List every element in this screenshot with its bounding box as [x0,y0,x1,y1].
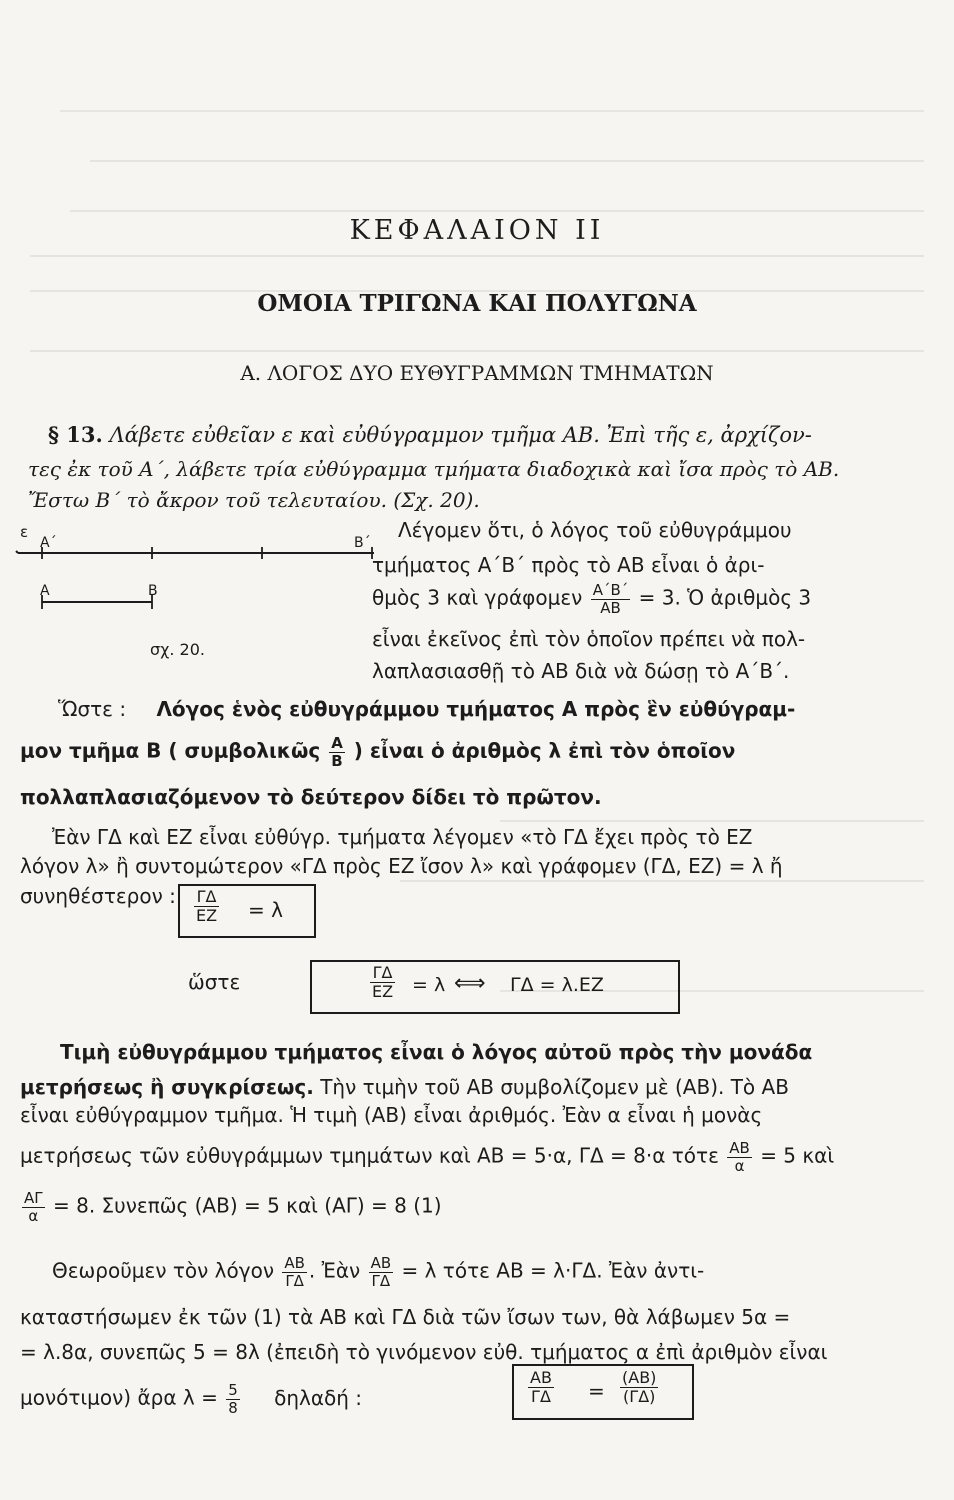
value-line5: $\frac{A\Gamma}{\alpha}$ = 8. Συνεπῶς (ΑΒ) = 5 καὶ (ΑΓ) = 8 (1) [24,1189,442,1225]
gd-line2: λόγον λ» ἢ συντομώτερον «ΓΔ πρὸς ΕΖ ἴσον λ» καὶ γράφομεν (ΓΔ, ΕΖ) = λ ἤ [20,854,783,878]
label-a: Α [40,583,50,599]
consider-line4: μονότιμον) ἄρα λ = $\frac{5}{8}$ δηλαδή : [20,1381,363,1417]
definition-line3: πολλαπλασιαζόμενον τὸ δεύτερον δίδει τὸ πρῶτον. [20,785,602,809]
right-line3: θμὸς 3 καὶ γράφομεν $\frac{A΄B΄}{AB}$ = 3. Ὁ ἀριθμὸς 3 [372,581,812,617]
right-line1: Λέγομεν ὅτι, ὁ λόγος τοῦ εὐθυγράμμου [398,518,792,542]
right-line2: τμήματος Α΄Β΄ πρὸς τὸ ΑΒ εἶναι ὁ ἀρι- [372,553,765,577]
section-title: Α. ΛΟΓΟΣ ΔΥΟ ΕΥΘΥΓΡΑΜΜΩΝ ΤΜΗΜΑΤΩΝ [240,361,714,385]
main-title: ΟΜΟΙΑ ΤΡΙΓΩΝΑ ΚΑΙ ΠΟΛΥΓΩΝΑ [257,290,697,317]
para13-line2: τες ἐκ τοῦ Α΄, λάβετε τρία εὐθύγραμμα τμήματα διαδοχικὰ καὶ ἴσα πρὸς τὸ ΑΒ. [28,457,840,481]
hoste-label: ὥστε [188,970,241,994]
definition-line1: Ὥστε : Λόγος ἑνὸς εὐθυγράμμου τμήματος Α πρὸς ἓν εὐθύγραμ- [58,697,796,721]
label-b: Β [148,583,158,599]
figure-caption: σχ. 20. [150,640,205,659]
consider-line2: καταστήσωμεν ἐκ τῶν (1) τὰ ΑΒ καὶ ΓΔ διὰ τῶν ἴσων των, θὰ λάβωμεν 5α = [20,1305,791,1329]
equivalence-arrow-icon: ⟺ [454,971,486,996]
right-line4: εἶναι ἐκεῖνος ἐπὶ τὸν ὁποῖον πρέπει νὰ πολ- [372,627,806,651]
label-e: ε [20,523,29,541]
figure-20 [14,515,394,675]
value-line1: Τιμὴ εὐθυγράμμου τμήματος εἶναι ὁ λόγος αὐτοῦ πρὸς τὴν μονάδα [60,1040,813,1064]
label-b-prime: Β΄ [354,535,371,551]
value-line4: μετρήσεως τῶν εὐθυγράμμων τμημάτων καὶ ΑΒ = 5·α, ΓΔ = 8·α τότε $\frac{AB}{\alpha}$ = 5 καὶ [20,1139,835,1175]
gd-line3: συνηθέστερον : [20,884,176,908]
consider-line3: = λ.8α, συνεπῶς 5 = 8λ (ἐπειδὴ τὸ γινόμενον εὐθ. τμήματος α ἐπὶ ἀριθμὸν εἶναι [20,1340,828,1364]
box-ratio-gd-ez: $\frac{\Gamma\Delta}{EZ}$ = λ [178,884,316,938]
para13-line1: § 13. Λάβετε εὐθεῖαν ε καὶ εὐθύγραμμον τμῆμα ΑΒ. Ἐπὶ τῆς ε, ἀρχίζον- [48,422,812,447]
fraction-ab-prime: $\frac{A΄B΄}{AB}$ [592,581,629,617]
chapter-title: ΚΕΦΑΛΑΙΟΝ ΙΙ [349,215,605,246]
value-line2: μετρήσεως ἢ συγκρίσεως. Τὴν τιμὴν τοῦ ΑΒ συμβολίζομεν μὲ (ΑΒ). Τὸ ΑΒ [20,1075,789,1099]
fraction-a-over-b: $\frac{A}{B}$ [331,734,343,770]
para13-line3: Ἔστω Β΄ τὸ ἄκρον τοῦ τελευταίου. (Σχ. 20). [28,488,480,512]
box-ratio-equivalence: $\frac{\Gamma\Delta}{EZ}$ = λ ⟺ ΓΔ = λ.ΕΖ [310,960,680,1014]
label-a-prime: Α΄ [40,535,57,551]
box-final-ratio: $\frac{AB}{\Gamma\Delta}$ = $\frac{(AB)}{(\Gamma\Delta)}$ [512,1364,694,1420]
definition-line2: μον τμῆμα Β ( συμβολικῶς $\frac{A}{B}$ ) εἶναι ὁ ἀριθμὸς λ ἐπὶ τὸν ὁποῖον [20,734,736,770]
value-line3: εἶναι εὐθύγραμμον τμῆμα. Ἡ τιμὴ (ΑΒ) εἶναι ἀριθμός. Ἐὰν α εἶναι ἡ μονὰς [20,1103,763,1127]
right-line5: λαπλασιασθῇ τὸ ΑΒ διὰ νὰ δώσῃ τὸ Α΄Β΄. [372,659,790,683]
section-number: § 13. [48,422,103,447]
gd-line1: Ἐὰν ΓΔ καὶ ΕΖ εἶναι εὐθύγρ. τμήματα λέγομεν «τὸ ΓΔ ἔχει πρὸς τὸ ΕΖ [52,825,753,849]
consider-line1: Θεωροῦμεν τὸν λόγον $\frac{AB}{\Gamma\Delta}$ . Ἐὰν $\frac{AB}{\Gamma\Delta}$ = λ τότε ΑΒ = λ·ΓΔ. Ἐὰν ἀντι- [52,1254,705,1290]
